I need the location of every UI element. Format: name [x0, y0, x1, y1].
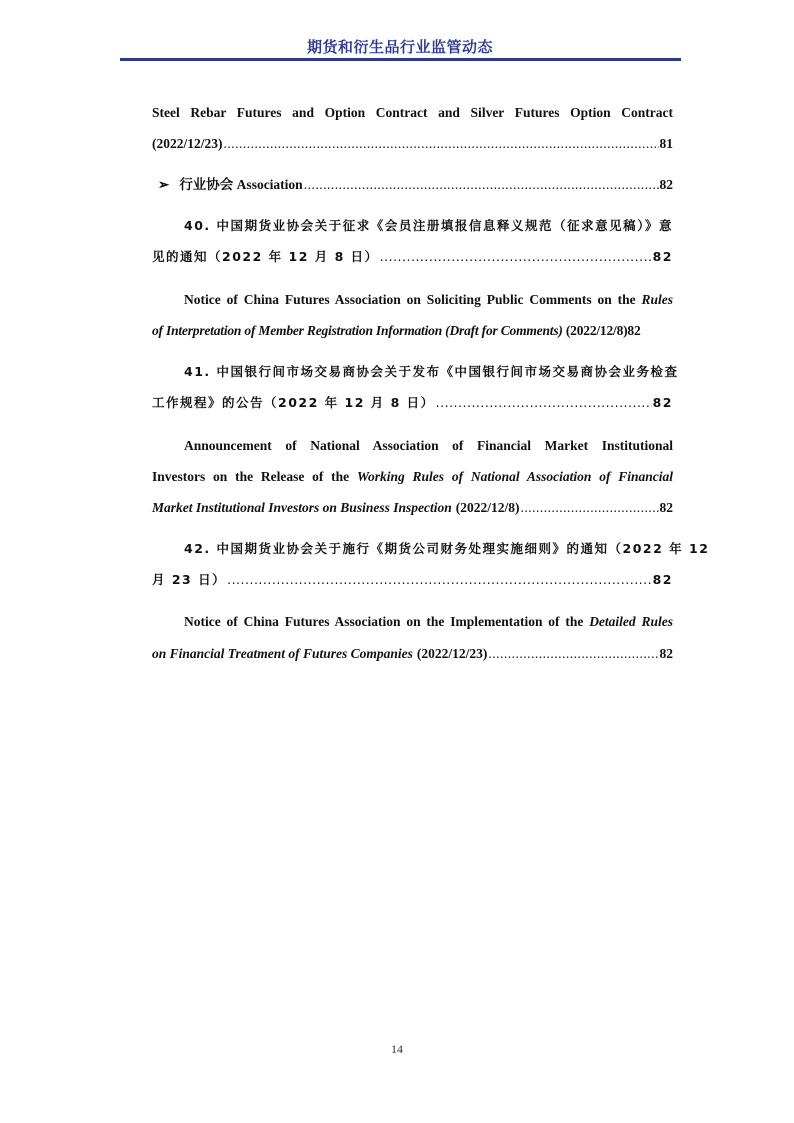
toc-entry-text: Notice of China Futures Association on the Implementation of the	[184, 614, 584, 629]
toc-page-number: 82	[652, 572, 673, 587]
toc-entry-40-en-line1[interactable]	[184, 291, 673, 309]
toc-entry-italic-title: of Interpretation of Member Registration Information (Draft for Comments)	[152, 323, 563, 338]
toc-section-association[interactable]	[158, 176, 673, 194]
toc-entry-date-page: (2022/12/8)82	[565, 323, 641, 338]
toc-leader-dots	[227, 571, 651, 589]
toc-leader-dots	[436, 394, 652, 412]
toc-page-number: 82	[652, 249, 673, 264]
toc-entry-italic-title: Working Rules of National Association of Financial	[356, 469, 673, 484]
toc-entry-41-en-line2[interactable]	[152, 468, 673, 486]
toc-leader-dots	[380, 248, 652, 266]
toc-entry-text: 工作规程》的公告（2022 年 12 月 8 日）	[152, 395, 435, 410]
toc-entry-42-en-line1[interactable]	[184, 613, 673, 631]
toc-entry-41-en-line1[interactable]: Announcement of National Association of Financial Market Institutional	[184, 438, 673, 453]
toc-entry-41-cn-line2[interactable]	[152, 394, 673, 412]
toc-entry-41-en-line3[interactable]	[152, 499, 673, 517]
toc-entry-40-cn-line2[interactable]	[152, 248, 673, 266]
toc-leader-dots	[304, 176, 659, 194]
toc-entry-italic-title: on Financial Treatment of Futures Companies	[152, 646, 413, 661]
toc-entry-date: (2022/12/8)	[455, 500, 520, 515]
toc-page-number: 82	[659, 646, 673, 661]
toc-entry-42-cn-line1[interactable]: 42. 中国期货业协会关于施行《期货公司财务处理实施细则》的通知（2022 年 12	[184, 541, 710, 556]
toc-entry-text: 月 23 日）	[152, 572, 227, 587]
arrow-bullet-icon: ➢	[158, 177, 170, 192]
toc-page-number: 82	[659, 177, 673, 192]
toc-entry-text: Notice of China Futures Association on Soliciting Public Comments on the	[184, 292, 636, 307]
header-divider	[120, 58, 681, 61]
toc-entry-date: (2022/12/23)	[416, 646, 488, 661]
toc-entry-41-cn-line1[interactable]: 41. 中国银行间市场交易商协会关于发布《中国银行间市场交易商协会业务检查	[184, 364, 679, 379]
toc-entry-42-en-line2[interactable]	[152, 645, 673, 663]
toc-entry-40-cn-line1[interactable]: 40. 中国期货业协会关于征求《会员注册填报信息释义规范（征求意见稿）》意	[184, 218, 673, 233]
toc-page-number: 81	[659, 136, 673, 151]
toc-entry-italic-title: Rules	[641, 292, 674, 307]
toc-page-number: 82	[652, 395, 673, 410]
toc-leader-dots	[224, 135, 659, 153]
page-number: 14	[391, 1042, 403, 1056]
toc-entry-text: (2022/12/23)	[152, 136, 223, 151]
toc-entry-text: 见的通知（2022 年 12 月 8 日）	[152, 249, 379, 264]
running-header-title: 期货和衍生品行业监管动态	[306, 38, 493, 56]
toc-entry-text: Investors on the Release of the	[152, 469, 350, 484]
toc-entry-italic-title: Detailed Rules	[589, 614, 673, 629]
toc-leader-dots	[520, 499, 658, 517]
toc-entry-steel-rebar-line2[interactable]	[152, 135, 673, 153]
toc-page-number: 82	[659, 500, 673, 515]
toc-section-label: 行业协会 Association	[179, 177, 303, 192]
toc-entry-steel-rebar-line1[interactable]: Steel Rebar Futures and Option Contract and Silver Futures Option Contract	[152, 105, 673, 120]
toc-entry-42-cn-line2[interactable]	[152, 571, 673, 589]
toc-leader-dots	[488, 645, 658, 663]
toc-entry-italic-title: Market Institutional Investors on Business Inspection	[152, 500, 452, 515]
toc-entry-40-en-line2[interactable]	[152, 322, 673, 340]
